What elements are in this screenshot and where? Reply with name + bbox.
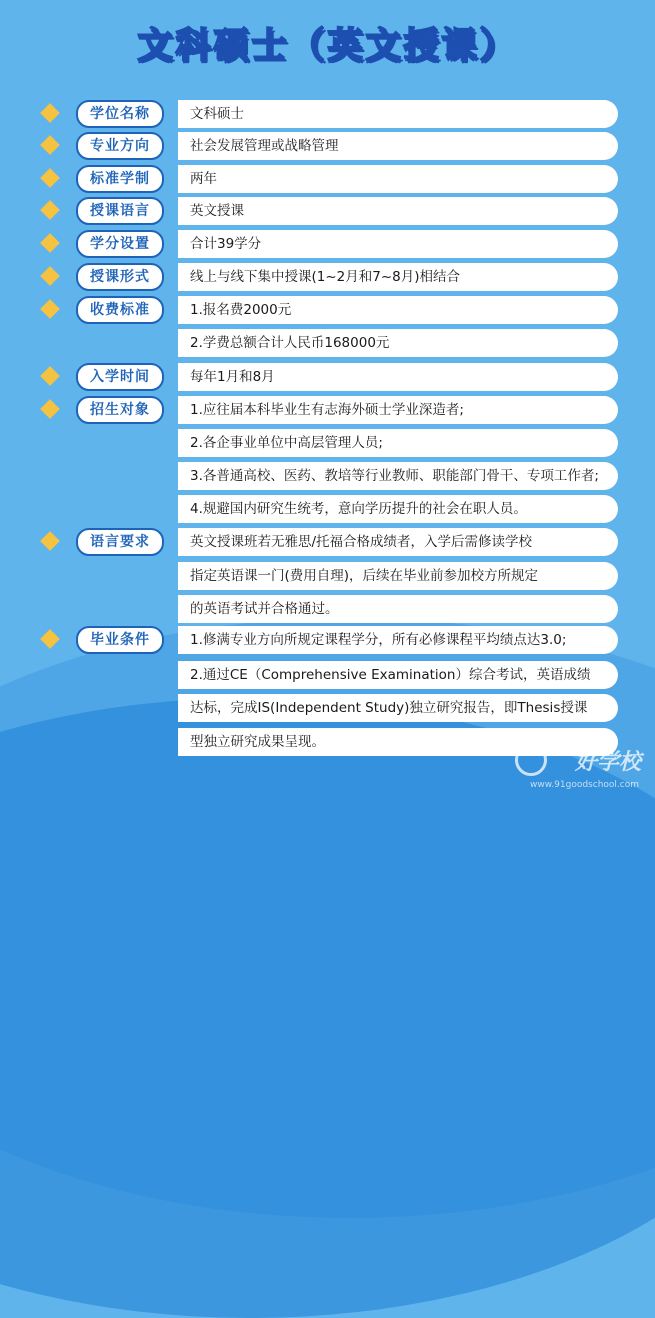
table-row (0, 625, 655, 655)
watermark-url: www.91goodschool.com (530, 780, 639, 790)
diamond-bullet-icon (40, 366, 60, 386)
table-row (0, 295, 655, 325)
row-label: 标准学制 (76, 165, 164, 193)
row-value: 4.规避国内研究生统考，意向学历提升的社会在职人员。 (178, 495, 618, 523)
row-label: 学分设置 (76, 230, 164, 258)
row-label: 招生对象 (76, 396, 164, 424)
table-row (0, 727, 655, 757)
row-value: 2.通过CE（Comprehensive Examination）综合考试，英语成绩 (178, 661, 618, 689)
row-label: 专业方向 (76, 132, 164, 160)
watermark-text: 好学校 (574, 750, 641, 775)
row-value: 达标，完成IS(Independent Study)独立研究报告，即Thesis授课 (178, 694, 618, 722)
table-row (0, 395, 655, 425)
row-value: 英文授课 (178, 197, 618, 225)
background-wave-dark (0, 698, 655, 1318)
diamond-bullet-icon (40, 200, 60, 220)
row-value: 3.各普通高校、医药、教培等行业教师、职能部门骨干、专项工作者; (178, 462, 618, 490)
row-label: 入学时间 (76, 363, 164, 391)
diamond-bullet-icon (40, 629, 60, 649)
row-value: 指定英语课一门(费用自理)，后续在毕业前参加校方所规定 (178, 562, 618, 590)
diamond-bullet-icon (40, 531, 60, 551)
table-row (0, 494, 655, 524)
row-label: 授课形式 (76, 263, 164, 291)
table-row (0, 131, 655, 161)
row-value: 1.报名费2000元 (178, 296, 618, 324)
row-value: 2.学费总额合计人民币168000元 (178, 329, 618, 357)
row-value: 每年1月和8月 (178, 363, 618, 391)
table-row (0, 461, 655, 491)
diamond-bullet-icon (40, 103, 60, 123)
diamond-bullet-icon (40, 168, 60, 188)
row-value: 1.修满专业方向所规定课程学分，所有必修课程平均绩点达3.0; (178, 626, 618, 654)
table-row (0, 693, 655, 723)
row-label: 学位名称 (76, 100, 164, 128)
diamond-bullet-icon (40, 266, 60, 286)
watermark-logo-icon (515, 744, 547, 776)
table-row (0, 164, 655, 194)
table-row (0, 527, 655, 557)
table-row (0, 262, 655, 292)
table-row (0, 561, 655, 591)
page-title: 文科硕士（英文授课） (137, 26, 518, 66)
row-value: 型独立研究成果呈现。 (178, 728, 618, 756)
diamond-bullet-icon (40, 135, 60, 155)
row-label: 毕业条件 (76, 626, 164, 654)
table-row (0, 594, 655, 624)
row-value: 英文授课班若无雅思/托福合格成绩者，入学后需修读学校 (178, 528, 618, 556)
row-value: 2.各企事业单位中高层管理人员; (178, 429, 618, 457)
row-label: 收费标准 (76, 296, 164, 324)
table-row (0, 229, 655, 259)
table-row (0, 428, 655, 458)
row-label: 语言要求 (76, 528, 164, 556)
row-value: 的英语考试并合格通过。 (178, 595, 618, 623)
table-row (0, 362, 655, 392)
row-value: 社会发展管理或战略管理 (178, 132, 618, 160)
diamond-bullet-icon (40, 233, 60, 253)
table-row (0, 660, 655, 690)
table-row (0, 196, 655, 226)
diamond-bullet-icon (40, 299, 60, 319)
table-row (0, 99, 655, 129)
row-value: 1.应往届本科毕业生有志海外硕士学业深造者; (178, 396, 618, 424)
table-row (0, 328, 655, 358)
row-value: 文科硕士 (178, 100, 618, 128)
diamond-bullet-icon (40, 399, 60, 419)
row-label: 授课语言 (76, 197, 164, 225)
row-value: 两年 (178, 165, 618, 193)
row-value: 线上与线下集中授课(1~2月和7~8月)相结合 (178, 263, 618, 291)
row-value: 合计39学分 (178, 230, 618, 258)
